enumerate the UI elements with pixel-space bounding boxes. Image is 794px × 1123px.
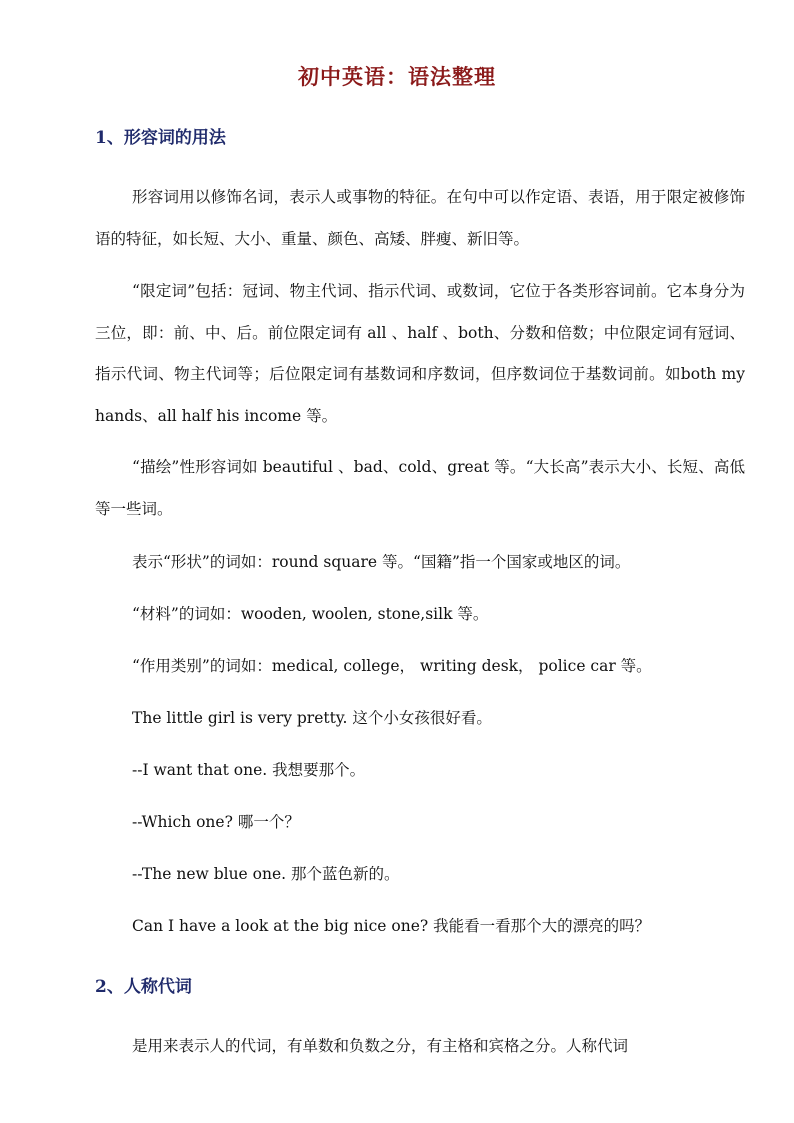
example-sentence-4: --The new blue one. 那个蓝色新的。 [132, 865, 400, 883]
line-material: “材料”的词如：wooden, woolen, stone,silk 等。 [132, 605, 489, 623]
example-sentence-1: The little girl is very pretty. 这个小女孩很好看。 [132, 709, 492, 727]
section-heading-adjectives: 1、形容词的用法 [95, 128, 226, 148]
section-heading-personal-pronouns: 2、人称代词 [95, 977, 192, 997]
paragraph-adjective-definition: 形容词用以修饰名词，表示人或事物的特征。在句中可以作定语、表语，用于限定被修饰语的特征，如长短、大小、重量、颜色、高矮、胖瘦、新旧等。 [95, 188, 745, 248]
paragraph-determiners: “限定词”包括：冠词、物主代词、指示代词、或数词，它位于各类形容词前。它本身分为三位，即：前、中、后。前位限定词有 all 、half 、both、分数和倍数；中位限定词有冠词、指示代词、物主代词等；后位限定词有基数词和序数词，但序数词位于基数词前。如both my hands、all half his income 等。 [95, 282, 745, 425]
example-sentence-3: --Which one? 哪一个？ [132, 813, 300, 831]
example-sentence-5: Can I have a look at the big nice one? 我能看一看那个大的漂亮的吗？ [132, 917, 651, 935]
paragraph-personal-pronouns: 是用来表示人的代词，有单数和负数之分，有主格和宾格之分。人称代词 [132, 1037, 629, 1055]
line-shape-nationality: 表示“形状”的词如：round square 等。“国籍”指一个国家或地区的词。 [132, 553, 631, 571]
page-title: 初中英语：语法整理 [298, 64, 496, 89]
example-sentence-2: --I want that one. 我想要那个。 [132, 761, 366, 779]
paragraph-descriptive-adjectives: “描绘”性形容词如 beautiful 、bad、cold、great 等。“大长高”表示大小、长短、高低等一些词。 [95, 458, 745, 518]
line-use-category: “作用类别”的词如：medical, college， writing desk， police car 等。 [132, 657, 652, 675]
